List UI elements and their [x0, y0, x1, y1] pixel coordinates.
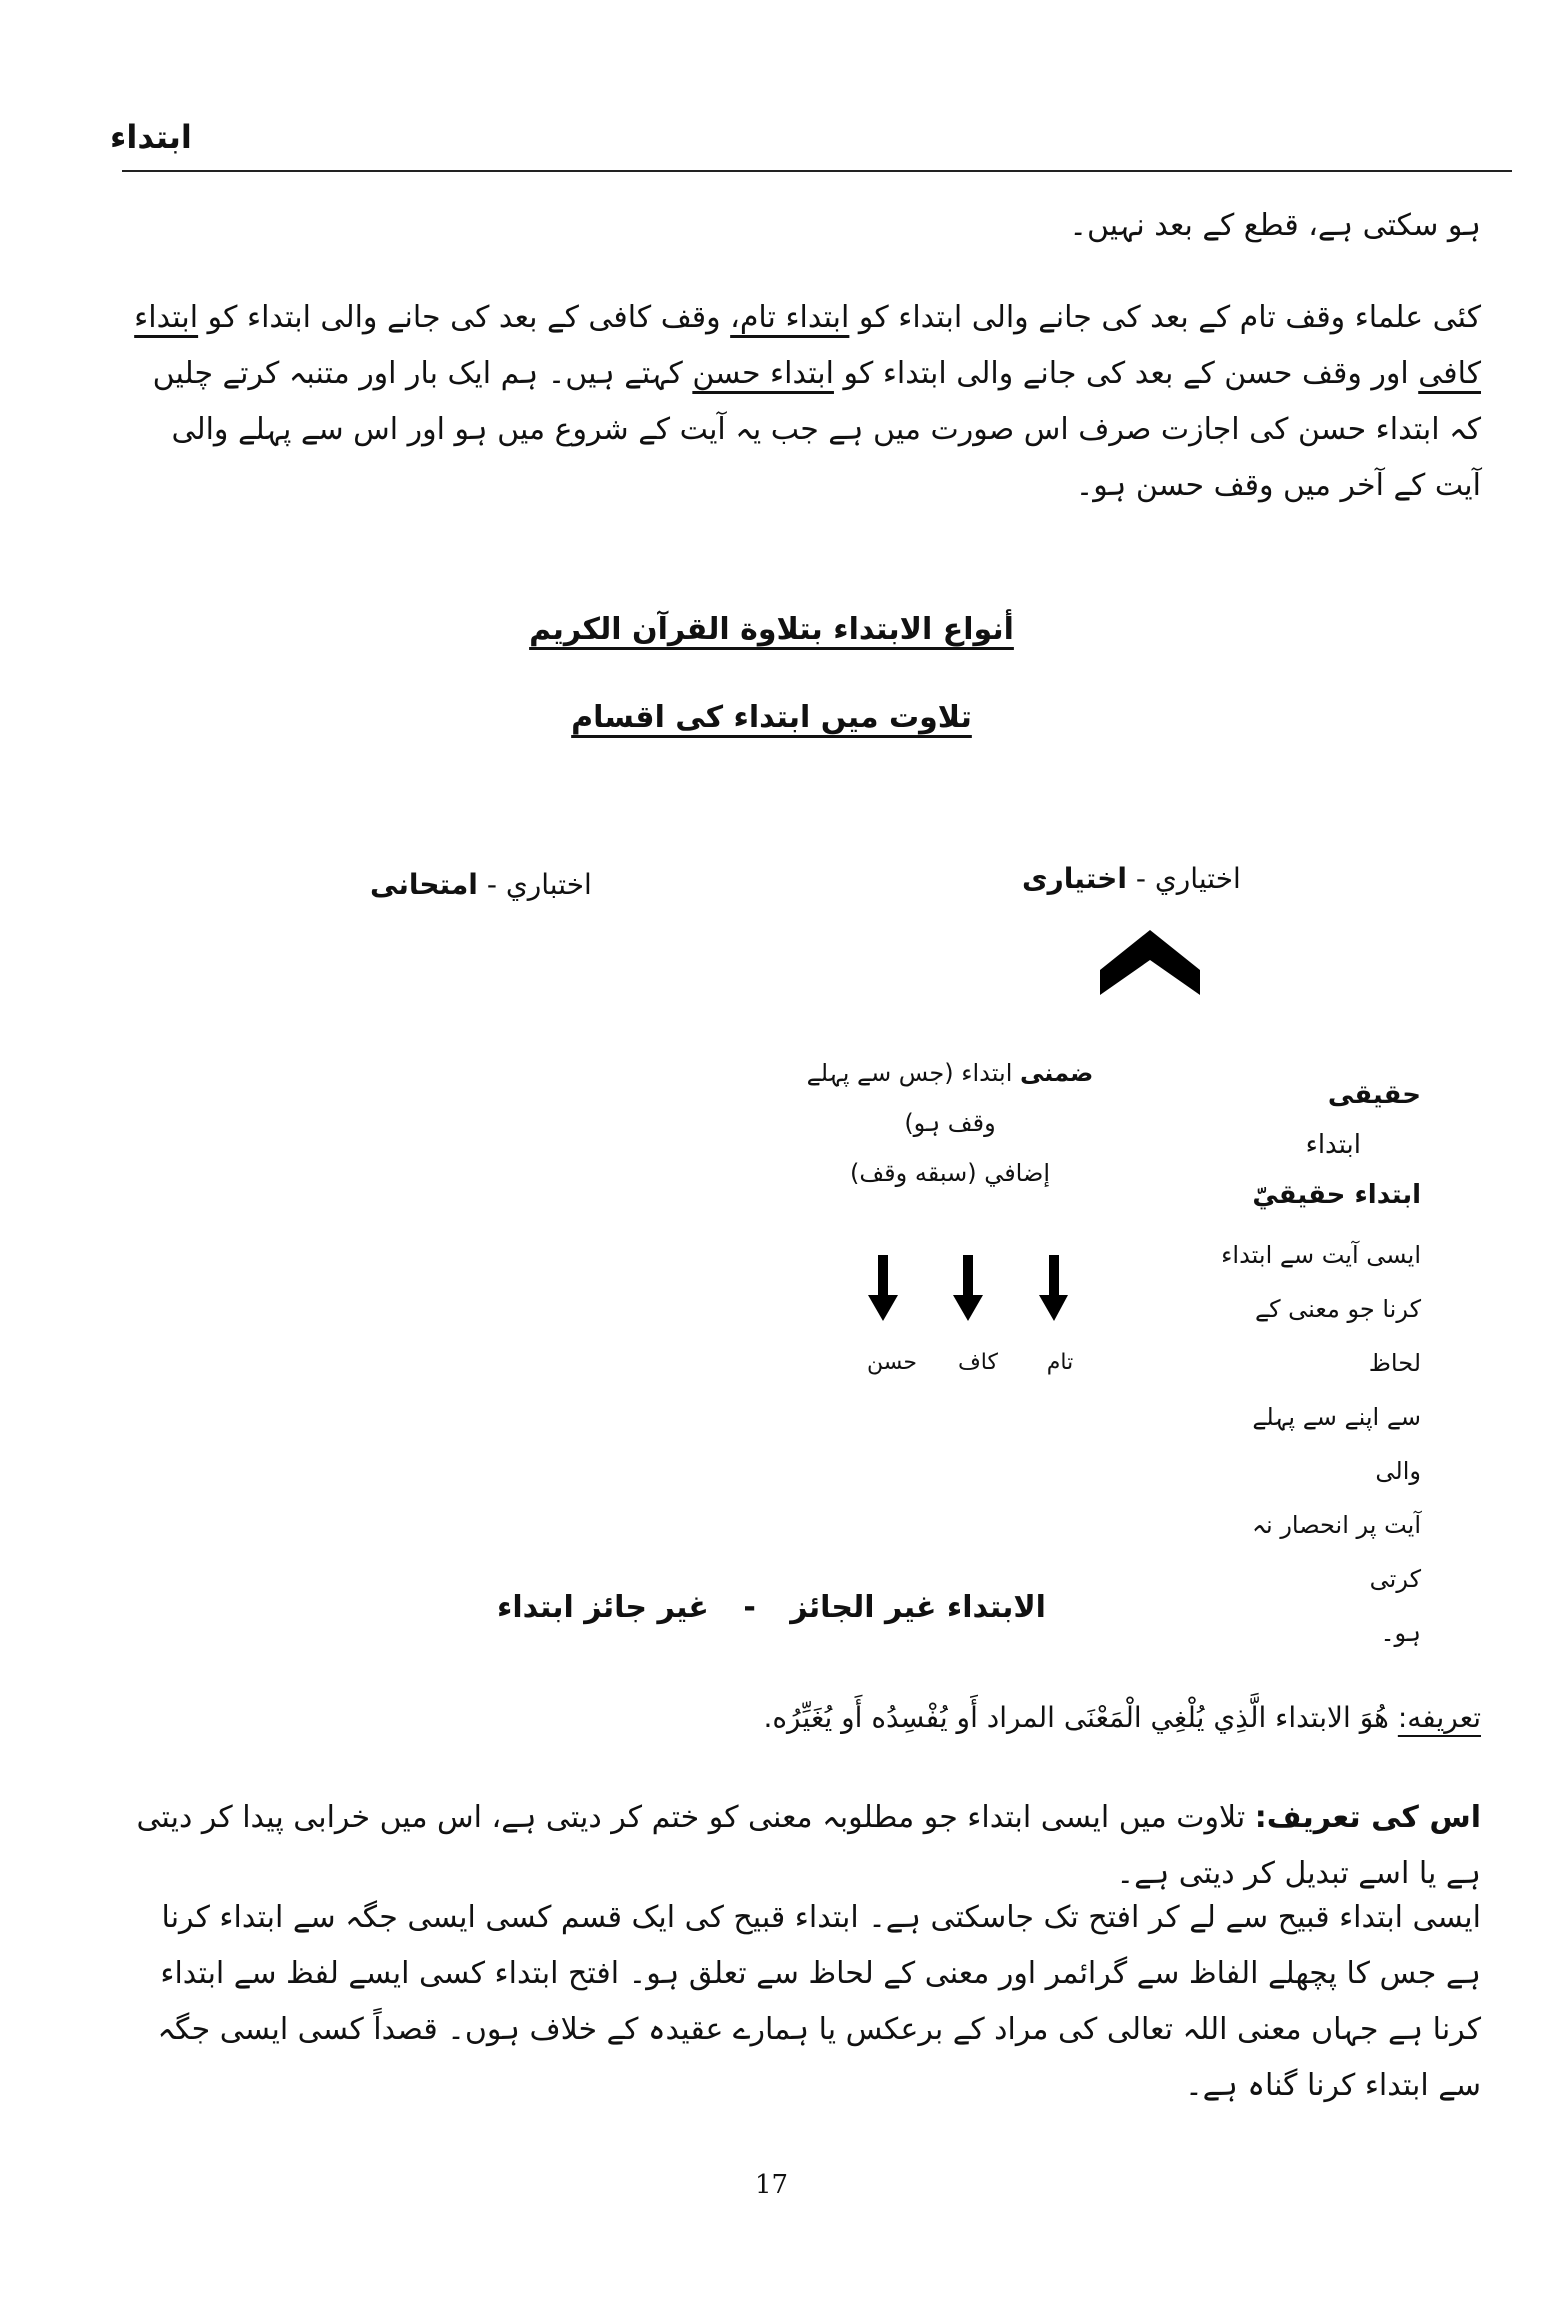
haqiqi-line2 — [1221, 1170, 1421, 1220]
haqiqi-line2-b: حقيقيّ — [1252, 1180, 1346, 1210]
down-arrow-icon — [953, 1255, 983, 1321]
paragraph-qabih: ایسی ابتداء قبیح سے لے کر افتح تک جاسکتی ہے۔ ابتداء قبیح کی ایک قسم کسی ایسی جگہ سے ابتداء کرنا ہے جس کا پچھلے الفاظ سے گرائمر اور معنی کے لحاظ سے تعلق ہو۔ افتح ابتداء کسی ایسے لفظ سے ابتداء کرنا ہے جہاں معنی اللہ تعالی کی مراد کے برعکس یا ہمارے عقیدہ کے خلاف ہوں۔ قصداً کسی ایسی جگہ سے ابتداء کرنا گناہ ہے۔ — [157, 1900, 1481, 2103]
split-arrow-icon — [1100, 930, 1200, 995]
urdu-definition-text: تلاوت میں ایسی ابتداء جو مطلوبہ معنی کو ختم کر دیتی ہے، اس میں خرابی پیدا کر دیتی ہے یا اسے تبدیل کر دیتی ہے۔ — [136, 1800, 1481, 1891]
zimni-line3: إضافي (سبقه وقف) — [849, 1159, 1051, 1187]
urdu-definition-label: اس کی تعریف: — [1254, 1800, 1481, 1835]
definition-label: تعريفه: — [1397, 1701, 1481, 1734]
ghair-jaiz-title-arabic: الابتداء غير الجائز — [790, 1590, 1046, 1625]
dash: - — [743, 1590, 756, 1625]
paragraph-continuation: ہو سکتی ہے، قطع کے بعد نہیں۔ — [1069, 208, 1481, 243]
haqiqi-line2-a: ابتداء — [1354, 1180, 1421, 1210]
arrow-label-hasan: حسن — [867, 1350, 917, 1375]
arabic-definition — [121, 1690, 1481, 1746]
text-run: وقف کافی کے بعد کی جانے والی ابتداء کو — [207, 300, 721, 335]
haqiqi-block — [1221, 1070, 1421, 1660]
arrow-label-kaf: كاف — [958, 1350, 998, 1375]
ghair-jaiz-title-urdu: غیر جائز ابتداء — [497, 1590, 709, 1625]
down-arrow-icon — [868, 1255, 898, 1321]
dash: - — [486, 868, 497, 901]
text-run: کئی علماء وقف تام کے بعد کی جانے والی ابتداء کو — [858, 300, 1481, 335]
zimni-urdu: ضمنی — [1020, 1059, 1094, 1087]
text-run: اور وقف حسن کے بعد کی جانے والی ابتداء کو — [843, 356, 1409, 391]
zimni-ibtida: ابتداء (جس سے پہلے — [806, 1059, 1013, 1087]
zimni-line2: وقف ہو) — [904, 1109, 996, 1137]
haqiqi-desc-line: سے اپنے سے پہلے والی — [1252, 1403, 1421, 1485]
header-rule — [122, 170, 1512, 172]
category-ikhtiyari — [1022, 862, 1241, 895]
haqiqi-urdu: حقیقی — [1327, 1080, 1421, 1110]
paragraph-ibtida-types — [121, 290, 1481, 514]
haqiqi-desc-line: ہو۔ — [1380, 1619, 1421, 1647]
down-arrows — [868, 1255, 1068, 1325]
dash: - — [1135, 862, 1146, 895]
haqiqi-desc-line: ایسی آیت سے ابتداء — [1221, 1241, 1421, 1269]
haqiqi-ibtida: ابتداء — [1305, 1130, 1361, 1160]
zimni-block — [800, 1048, 1100, 1198]
term-ibtida-hasan: ابتداء حسن — [692, 356, 834, 391]
category-ikhtiyari-urdu: اختیاری — [1022, 862, 1127, 895]
zimni-line1 — [800, 1048, 1100, 1098]
term-ibtida-tam: ابتداء تام، — [730, 300, 850, 335]
haqiqi-desc-line: آیت پر انحصار نہ کرتی — [1251, 1511, 1421, 1593]
text-run: کہتے ہیں۔ ہم ایک بار اور متنبہ کرتے چلیں کہ ابتداء حسن کی اجازت صرف اس صورت میں ہے جب یہ آیت کے شروع میں ہو اور اس سے پہلے والی آیت کے آخر میں وقف حسن ہو۔ — [152, 356, 1481, 503]
page-number: 17 — [754, 2170, 789, 2200]
haqiqi-line1 — [1221, 1070, 1421, 1170]
haqiqi-desc-line: کرنا جو معنی کے لحاظ — [1255, 1295, 1421, 1377]
category-imtihani-urdu: امتحانی — [370, 868, 478, 901]
category-imtihani — [370, 868, 592, 901]
category-imtihani-arabic: اختباري — [505, 868, 592, 901]
term-ibtida-kafi: ابتداء کافی — [134, 300, 1481, 391]
ghair-jaiz-title — [0, 1590, 1543, 1625]
urdu-definition — [121, 1790, 1481, 1902]
running-header: ابتداء — [110, 118, 192, 156]
arrow-label-tam: تام — [1046, 1350, 1074, 1375]
section-title-arabic-text: أنواع الابتداء بتلاوة القرآن الكريم — [529, 612, 1014, 647]
section-title-arabic — [0, 612, 1543, 647]
category-ikhtiyari-arabic: اختياري — [1154, 862, 1241, 895]
section-title-urdu — [0, 700, 1543, 735]
definition-text: هُوَ الابتداء الَّذِي يُلْغِي الْمَعْنَى المراد أَو يُفْسِدُه أَو يُغَيِّرُه. — [763, 1701, 1389, 1734]
section-title-urdu-text: تلاوت میں ابتداء کی اقسام — [571, 700, 972, 735]
down-arrow-icon — [1039, 1255, 1068, 1321]
